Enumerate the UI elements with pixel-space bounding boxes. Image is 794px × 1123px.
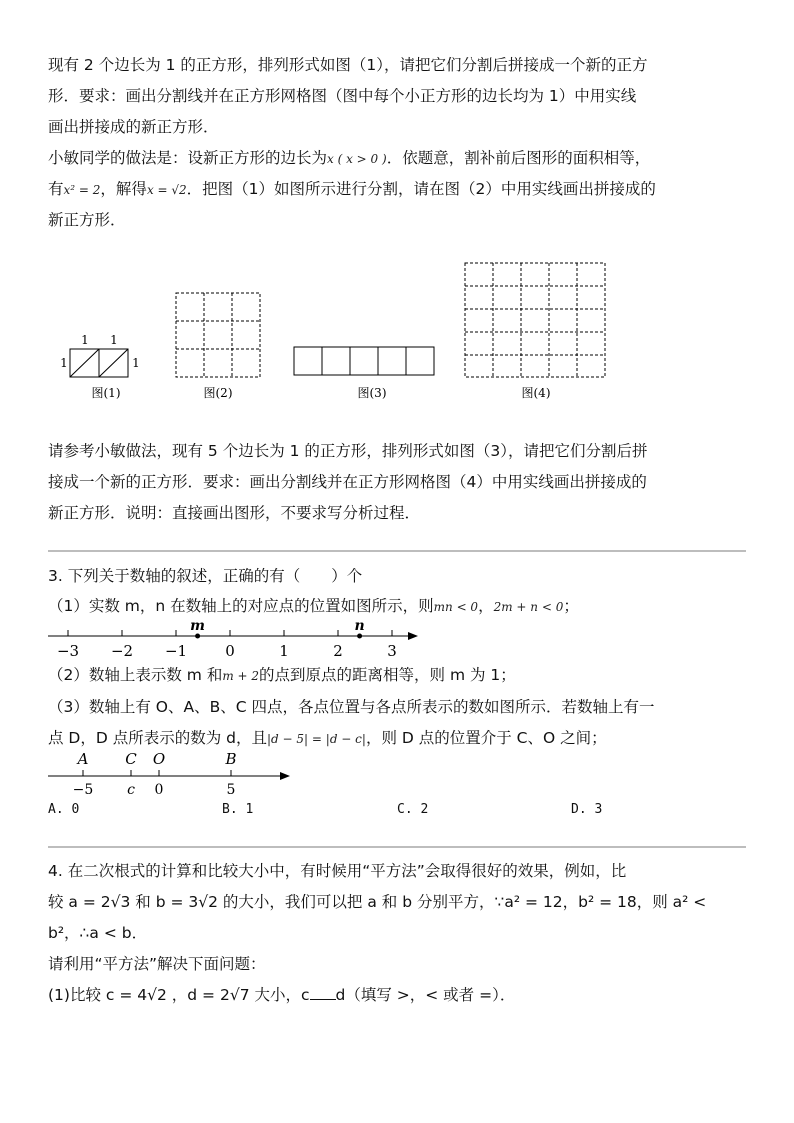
caption-fig4: 图(4) bbox=[521, 386, 551, 400]
figure-2 bbox=[176, 293, 260, 377]
axis1-tick-label: 0 bbox=[225, 642, 235, 660]
axis1-point-n bbox=[357, 634, 362, 639]
p2-after-1: 请参考小敏做法，现有 5 个边长为 1 的正方形，排列形式如图（3），请把它们分割后拼 bbox=[48, 442, 648, 460]
caption-fig2: 图(2) bbox=[203, 386, 233, 400]
separator-2 bbox=[48, 846, 746, 848]
p2-line-5: 有x² = 2，解得x = √2．把图（1）如图所示进行分割，请在图（2）中用实线画出拼接成的 bbox=[48, 180, 656, 198]
p4-line-2: 较 a = 2√3 和 b = 3√2 的大小，我们可以把 a 和 b 分别平方，∵a² = 12，b² = 18，则 a² < bbox=[48, 893, 707, 911]
caption-fig1: 图(1) bbox=[91, 386, 121, 400]
p2-after-2: 接成一个新的正方形．要求：画出分割线并在正方形网格图（4）中用实线画出拼接成的 bbox=[48, 473, 647, 491]
p3-s3-line1: （3）数轴上有 O、A、B、C 四点，各点位置与各点所表示的数如图所示．若数轴上有一 bbox=[48, 698, 655, 716]
axis1-tick-label: 2 bbox=[333, 642, 343, 660]
point-C-value: c bbox=[127, 782, 135, 798]
separator-1 bbox=[48, 550, 746, 552]
option-d[interactable]: D. 3 bbox=[571, 802, 603, 817]
axis1-tick-label: −2 bbox=[110, 642, 134, 660]
point-C-name: C bbox=[125, 750, 137, 768]
point-A-value: −5 bbox=[72, 782, 94, 798]
fig1-label-top2: 1 bbox=[110, 333, 118, 347]
answer-blank[interactable] bbox=[310, 985, 336, 1000]
p4-line-5: (1)比较 c = 4√2 ，d = 2√7 大小，c d（填写 >，< 或者 =）． bbox=[48, 986, 516, 1004]
figure-3 bbox=[294, 347, 434, 375]
axis1-point-label-m: m bbox=[190, 618, 206, 634]
figure-1 bbox=[60, 333, 140, 377]
p2-line-2: 形．要求：画出分割线并在正方形网格图（图中每个小正方形的边长均为 1）中用实线 bbox=[48, 87, 637, 105]
number-line-2 bbox=[40, 748, 300, 798]
axis1-tick-label: −3 bbox=[56, 642, 80, 660]
point-O-name: O bbox=[152, 750, 166, 768]
point-B-value: 5 bbox=[226, 782, 236, 798]
point-A-name: A bbox=[77, 750, 89, 768]
fig1-label-left: 1 bbox=[60, 356, 68, 370]
axis1-tick-label: −1 bbox=[164, 642, 188, 660]
number-line-1 bbox=[40, 616, 440, 662]
p3-s2: （2）数轴上表示数 m 和m + 2的点到原点的距离相等，则 m 为 1； bbox=[48, 666, 516, 684]
axis1-tick-label: 3 bbox=[387, 642, 397, 660]
axis1-point-m bbox=[195, 634, 200, 639]
axis1-point-label-n: n bbox=[354, 618, 365, 634]
p2-line-4: 小敏同学的做法是：设新正方形的边长为x ( x > 0 )．依题意，割补前后图形的面积相等， bbox=[48, 149, 651, 167]
option-b[interactable]: B. 1 bbox=[222, 802, 254, 817]
p2-line-1: 现有 2 个边长为 1 的正方形，排列形式如图（1），请把它们分割后拼接成一个新的正方 bbox=[48, 56, 648, 74]
p4-line-3: b²，∴a < b． bbox=[48, 924, 148, 942]
p3-stem: 3. 下列关于数轴的叙述，正确的有（ ）个 bbox=[48, 567, 363, 585]
p3-s1: （1）实数 m，n 在数轴上的对应点的位置如图所示，则mn < 0，2m + n < 0； bbox=[48, 597, 579, 615]
p4-line-1: 4. 在二次根式的计算和比较大小中，有时候用“平方法”会取得很好的效果，例如，比 bbox=[48, 862, 627, 880]
p2-line-3: 画出拼接成的新正方形． bbox=[48, 118, 219, 136]
p4-line-4: 请利用“平方法”解决下面问题： bbox=[48, 955, 266, 973]
figures-row bbox=[0, 255, 794, 415]
fig1-label-right: 1 bbox=[132, 356, 140, 370]
p2-after-3: 新正方形．说明：直接画出图形，不要求写分析过程． bbox=[48, 504, 421, 522]
fig1-label-top1: 1 bbox=[81, 333, 89, 347]
option-c[interactable]: C. 2 bbox=[397, 802, 429, 817]
axis1-tick-label: 1 bbox=[279, 642, 289, 660]
option-a[interactable]: A. 0 bbox=[48, 802, 80, 817]
caption-fig3: 图(3) bbox=[357, 386, 387, 400]
figure-4 bbox=[465, 263, 605, 377]
point-O-value: 0 bbox=[154, 782, 164, 798]
p3-s3-line2: 点 D，D 点所表示的数为 d，且|d − 5| = |d − c|，则 D 点的位置介于 C、O 之间； bbox=[48, 729, 607, 747]
p2-line-6: 新正方形． bbox=[48, 211, 126, 229]
point-B-name: B bbox=[225, 750, 237, 768]
